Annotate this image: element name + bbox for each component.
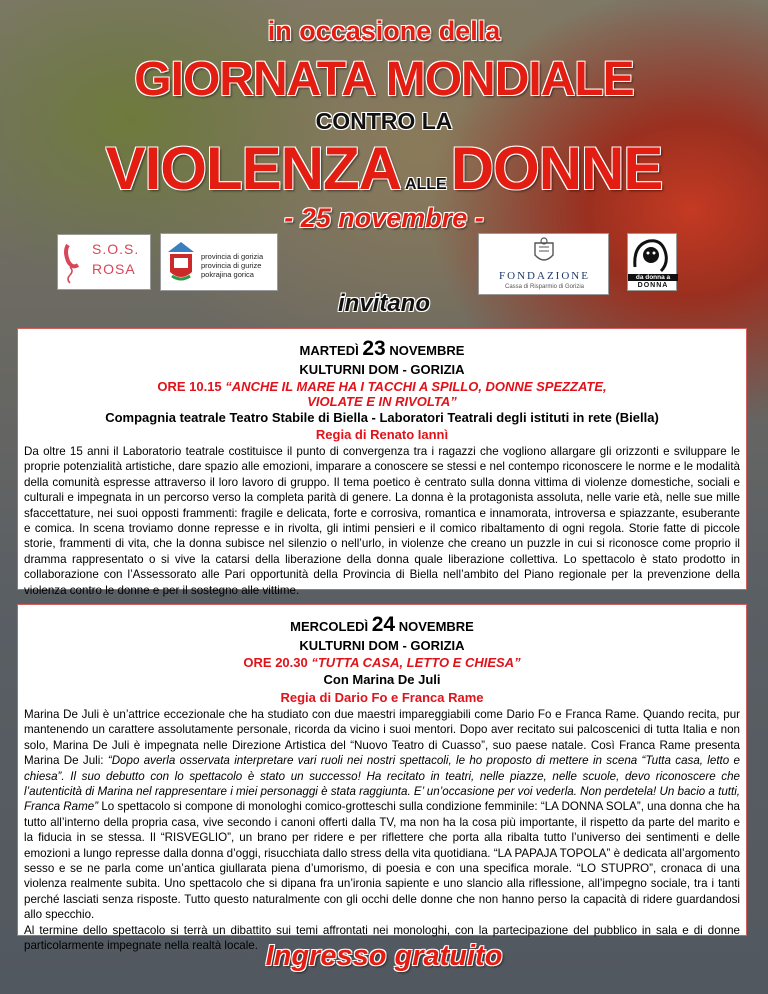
event2-time: ORE 20.30 — [243, 655, 308, 670]
event2-date-line — [18, 613, 746, 637]
event1-description-text: Da oltre 15 anni il Laboratorio teatrale costituisce il punto di convergenza tra i ragazzi che vogliono allargare gli orizzonti e sviluppare le proprie potenzialità artistiche, dare spazio alle emozioni, imparare a conoscere se stessi e nel contempo riconoscere le norme e le modalità della comunità espresse attraverso il loro lavoro di gruppo. Il tema poetico è centrato sulla donna vittima di violenze domestiche, sociali e culturali e impegnata in un percorso verso la completa parità di genere. La donna è la protagonista assoluta, nelle varie età, nelle sue mille sfaccettature, nei suoi opposti frammenti: fragile e delicata, forte e corrosiva, romantica e innamorata, introversa e spiazzante, esuberante e comica. In scena troviamo donne represse e in rivolta, gli intimi pensieri e il comico ribaltamento di ogni regola. Storie fatte di piccole storie, frammenti di vita, che la donna subisce nel silenzio o nell’urlo, in violenze che creano un puzzle in cui si riconosce come proprio il dramma rappresentato o si vive la catarsi della liberazione della donna quale liberazione collettiva. Lo spettacolo è stato prodotto in collaborazione con l’Assessorato alle Pari opportunità della Provincia di Biella nell’ambito del Piano regionale per la prevenzione della violenza contro le donne e per il sostegno alle vittime. — [24, 445, 740, 597]
event2-day-number: 24 — [371, 613, 396, 636]
sos-line2: ROSA — [92, 261, 136, 277]
event2-venue: KULTURNI DOM - GORIZIA — [299, 638, 465, 653]
event-panel-23-novembre — [17, 328, 747, 597]
logo-fondazione — [478, 233, 609, 295]
event1-day-number: 23 — [362, 337, 386, 360]
invitano: invitano — [337, 290, 430, 317]
provincia-line: provincia di gorizia — [201, 252, 264, 261]
fondazione-name: FONDAZIONE — [499, 270, 590, 282]
event2-desc-quote: “Dopo averla osservata interpretare vari ruoli nei nostri spettacoli, le ho proposto di mettere in scena “Tutta casa, letto e chiesa”. Il suo debutto con lo spettacolo è stato un successo! Ha recitato in teatri, nelle piazze, nelle scuole, devo riconoscere che l’autenticità di Marina nel rappresentare i miei personaggi è stata raggiunta. E’ un’occasione per voi vederla. Non perdetela! Un bacio a tutti, Franca Rame” — [24, 754, 741, 814]
logo-da-donna-a-donna — [627, 233, 677, 291]
telephone-icon — [62, 241, 90, 285]
event1-description — [18, 444, 746, 598]
event2-con: Con Marina De Juli — [323, 672, 441, 687]
fondazione-sub: Cassa di Risparmio di Gorizia — [504, 284, 585, 290]
sos-line1: S.O.S. — [92, 241, 140, 257]
title-violenza-alle-donne — [0, 134, 768, 202]
event2-desc-b: Lo spettacolo si compone di monologhi comico-grotteschi sulla condizione femminile: “LA DONNA SOLA”, una donna che ha tutto all’interno della propria casa, vive secondo i canoni offerti dalla TV, ma non ha la cosa più importante, il rispetto da parte del marito e la fiducia in se stessa. Il “RISVEGLIO”, un brano per ridere e per riflettere che porta alla ribalta tutto l’universo dei sentimenti e delle emozioni a lungo represse dalla donna d’oggi, risucchiata dallo stress della vita quotidiana. “LA PAPAJA TOPOLA” è dedicata all’argomento sesso e se ne parla come un’antica giullarata piena d’umorismo, di poesia e con una specifica morale. “LO STUPRO”, cronaca di una violenza realmente subita. Uno spettacolo che si dipana fra un’ironia sapiente e uno slancio alla riflessione, all’impegno sociale, tra i tanti perché lasciati senza risposte. Tutto questo naturalmente con gli occhi delle donne che non hanno perso la capacità di ridere guardandosi allo specchio. — [24, 800, 740, 922]
donna-line1: da donna a — [628, 274, 678, 281]
women-faces-icon — [631, 237, 675, 273]
event1-month: NOVEMBRE — [389, 343, 465, 358]
event1-company: Compagnia teatrale Teatro Stabile di Biella - Laboratori Teatrali degli istituti in rete (Biella) — [105, 410, 659, 425]
event1-time: ORE 10.15 — [157, 379, 222, 394]
event-panel-24-novembre — [17, 604, 747, 953]
donna-line2: DONNA — [637, 282, 669, 289]
provincia-line: pokrajina gorica — [201, 270, 254, 279]
ingresso-gratuito: Ingresso gratuito — [265, 940, 503, 972]
event2-regia: Regia di Dario Fo e Franca Rame — [280, 690, 484, 705]
event1-date-line — [18, 337, 746, 361]
event2-day: MERCOLEDÌ — [290, 619, 369, 634]
provincia-emblem-icon — [164, 238, 198, 288]
event1-day: MARTEDÌ — [299, 343, 359, 358]
date-line: - 25 novembre - — [284, 203, 484, 233]
event1-title: “ANCHE IL MARE HA I TACCHI A SPILLO, DONNE SPEZZATE, — [225, 379, 607, 394]
contro-la: CONTRO LA — [315, 108, 453, 134]
event1-venue: KULTURNI DOM - GORIZIA — [299, 362, 465, 377]
fondazione-crest-icon — [531, 237, 557, 267]
event2-desc-a: Marina De Juli è un’attrice eccezionale che ha studiato con due maestri impareggiabili come Dario Fo e Franca Rame. Quando recita, pur mantenendo un carattere assolutamente personale, ricorda da vicino i suoi mentori. Dopo aver recitato sui palcoscenici di tutta Italia e non solo, Marina De Juli è impegnata nelle Direzione Artistica del “Nuovo Teatro di Cuasso”, suo paese natale. Così Franca Rame presenta Marina De Juli: — [24, 708, 740, 768]
word-violenza: VIOLENZA — [105, 135, 401, 202]
event2-title-line — [18, 655, 746, 670]
title-giornata-mondiale: GIORNATA MONDIALE — [134, 53, 634, 106]
event2-title: “TUTTA CASA, LETTO E CHIESA” — [311, 655, 521, 670]
occasion-line: in occasione della — [267, 16, 501, 46]
event2-description-paragraph — [24, 707, 740, 923]
provincia-line: provincia di gurize — [201, 261, 262, 270]
provincia-text — [201, 252, 263, 279]
event2-description — [18, 707, 746, 954]
event2-month: NOVEMBRE — [398, 619, 474, 634]
event1-title-line1 — [18, 379, 746, 394]
event1-title-line2: VIOLATE E IN RIVOLTA” — [307, 394, 457, 409]
word-alle: ALLE — [404, 176, 447, 193]
logo-sos-rosa — [57, 234, 151, 290]
word-donne: DONNE — [450, 135, 663, 202]
event2-desc-closing: Al termine dello spettacolo si terrà un dibattito sui temi affrontati nei monologhi, con la partecipazione del pubblico in sala e di donne particolarmente impegnate nella realtà locale. — [24, 923, 740, 953]
logo-provincia-gorizia — [160, 233, 278, 291]
event1-regia: Regia di Renato Iannì — [315, 427, 449, 442]
